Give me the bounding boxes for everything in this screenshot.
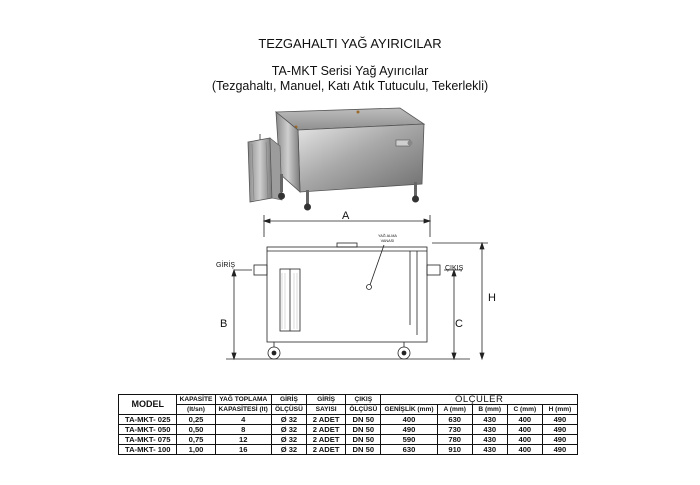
table-row [119, 425, 578, 435]
table-cell: 490 [542, 435, 577, 445]
table-cell: 780 [437, 435, 472, 445]
spec-table-body [119, 415, 578, 455]
col-a: A (mm) [437, 405, 472, 415]
table-cell: DN 50 [346, 445, 381, 455]
table-cell: 430 [472, 425, 507, 435]
table-cell: TA-MKT- 050 [119, 425, 177, 435]
col-giris-olcusu: GİRİŞ [271, 395, 306, 405]
table-cell: Ø 32 [271, 445, 306, 455]
table-cell: 0,25 [177, 415, 215, 425]
dimension-h-label: H [488, 292, 496, 304]
table-cell: TA-MKT- 025 [119, 415, 177, 425]
spec-table [118, 394, 578, 455]
col-olculer: ÖLÇÜLER [381, 395, 578, 405]
table-cell: TA-MKT- 100 [119, 445, 177, 455]
table-header-row-2 [119, 405, 578, 415]
col-cikis-olcusu-2: ÖLÇÜSÜ [346, 405, 381, 415]
col-h: H (mm) [542, 405, 577, 415]
col-model: MODEL [119, 395, 177, 415]
table-cell: 1,00 [177, 445, 215, 455]
table-cell: 730 [437, 425, 472, 435]
col-cikis-olcusu: ÇIKIŞ [346, 395, 381, 405]
table-cell: 400 [507, 425, 542, 435]
table-cell: 8 [215, 425, 271, 435]
table-cell: DN 50 [346, 425, 381, 435]
col-kapasite: KAPASİTE [177, 395, 215, 405]
dimension-c-label: C [455, 318, 463, 330]
table-cell: 4 [215, 415, 271, 425]
dimension-b-label: B [220, 318, 228, 330]
table-cell: 490 [542, 415, 577, 425]
table-cell: 2 ADET [306, 425, 345, 435]
table-cell: Ø 32 [271, 415, 306, 425]
series-description: (Tezgahaltı, Manuel, Katı Atık Tutuculu, Tekerlekli) [211, 79, 489, 93]
col-kapasite-unit: (lt/sn) [177, 405, 215, 415]
table-cell: TA-MKT- 075 [119, 435, 177, 445]
col-yag-toplama: YAĞ TOPLAMA [215, 395, 271, 405]
table-cell: 490 [542, 445, 577, 455]
col-c: C (mm) [507, 405, 542, 415]
table-cell: 430 [472, 435, 507, 445]
table-cell: 910 [437, 445, 472, 455]
table-cell: 2 ADET [306, 435, 345, 445]
table-row [119, 445, 578, 455]
oil-valve-label [378, 234, 397, 244]
table-cell: Ø 32 [271, 435, 306, 445]
table-cell: 0,50 [177, 425, 215, 435]
table-cell: 430 [472, 445, 507, 455]
table-row [119, 415, 578, 425]
col-b: B (mm) [472, 405, 507, 415]
table-cell: 400 [507, 415, 542, 425]
table-cell: 16 [215, 445, 271, 455]
document-title: TEZGAHALTI YAĞ AYIRICILAR [258, 36, 442, 51]
col-yag-toplama-unit: KAPASİTESİ (lt) [215, 405, 271, 415]
table-cell: 12 [215, 435, 271, 445]
table-cell: Ø 32 [271, 425, 306, 435]
table-cell: 430 [472, 415, 507, 425]
table-cell: 490 [381, 425, 437, 435]
table-cell: 630 [381, 445, 437, 455]
table-row [119, 435, 578, 445]
table-cell: 490 [542, 425, 577, 435]
col-giris-olcusu-2: ÖLÇÜSÜ [271, 405, 306, 415]
series-subtitle: TA-MKT Serisi Yağ Ayırıcılar [271, 64, 429, 78]
table-cell: 0,75 [177, 435, 215, 445]
table-cell: 2 ADET [306, 415, 345, 425]
col-giris-sayisi-2: SAYISI [306, 405, 345, 415]
table-cell: 400 [507, 435, 542, 445]
oil-valve-label-line2: VANASI [380, 239, 395, 243]
table-cell: 630 [437, 415, 472, 425]
table-cell: 400 [507, 445, 542, 455]
oil-valve-label-line1: YAĞ ALMA [378, 234, 397, 238]
dimension-a-label: A [342, 210, 350, 222]
inlet-label: GİRİŞ [216, 262, 236, 269]
table-cell: DN 50 [346, 415, 381, 425]
table-cell: 2 ADET [306, 445, 345, 455]
product-photo [246, 104, 436, 216]
table-cell: DN 50 [346, 435, 381, 445]
technical-drawing [212, 207, 502, 369]
col-giris-sayisi: GİRİŞ [306, 395, 345, 405]
col-genislik: GENİŞLİK (mm) [381, 405, 437, 415]
table-cell: 400 [381, 415, 437, 425]
table-header-row-1 [119, 395, 578, 405]
table-cell: 590 [381, 435, 437, 445]
outlet-label: ÇIKIŞ [445, 265, 464, 272]
